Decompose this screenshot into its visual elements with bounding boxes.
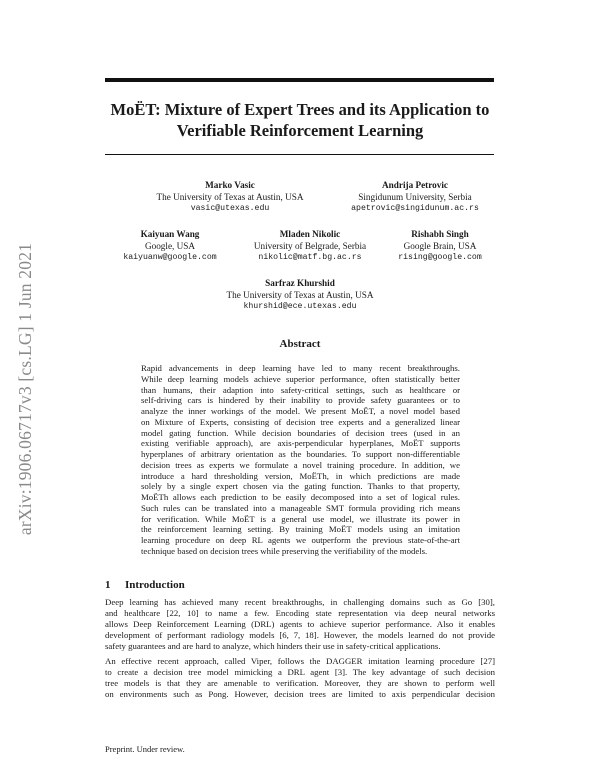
title-line-2: Verifiable Reinforcement Learning xyxy=(176,121,424,140)
abstract-line: than humans, their adaption into safety-critical settings, such as healthcare or xyxy=(141,384,460,395)
intro-paragraph-2 xyxy=(105,656,495,700)
author-email[interactable]: kaiyuanw@google.com xyxy=(123,253,217,263)
abstract-line: While deep learning models achieve superior performance, often statistically better xyxy=(141,373,460,384)
author-affiliation: The University of Texas at Austin, USA xyxy=(156,191,304,202)
author-name: Sarfraz Khurshid xyxy=(265,278,335,288)
author-name: Mladen Nikolic xyxy=(279,229,341,239)
abstract-line: the reinforcement learning setting. By training MoËT models using an imitation xyxy=(141,524,460,535)
author-block xyxy=(100,229,240,264)
abstract-body xyxy=(141,363,460,557)
body-line: Deep learning has achieved many recent breakthroughs, in challenging domains such as Go [30], xyxy=(105,597,495,607)
intro-paragraph-1 xyxy=(105,597,495,652)
abstract-line: analyze the inner workings of the model. We present MoËT, a novel model based xyxy=(141,406,460,416)
author-affiliation: Singidunum University, Serbia xyxy=(358,191,472,202)
title-bottom-rule xyxy=(105,154,494,155)
body-line: allows Deep Reinforcement Learning (DRL) agents to achieve superior performance. Also it enables xyxy=(105,618,495,629)
author-affiliation: Google Brain, USA xyxy=(403,240,477,251)
abstract-line: decision trees as experts we formulate a novel training procedure. In addition, we xyxy=(141,459,460,470)
abstract-line: self-driving cars is hindered by their inability to provide safety guarantees or to xyxy=(141,395,460,406)
author-affiliation: University of Belgrade, Serbia xyxy=(253,240,367,251)
body-line: and healthcare [22, 10] to name a few. Encoding state representation via deep neural networks xyxy=(105,607,495,618)
abstract-line: solely by a single expert chosen via the gating function. Thanks to that property, xyxy=(141,481,460,492)
body-line: on environments such as Pong. However, decision trees are limited to axis perpendicular decision xyxy=(105,688,495,699)
author-block xyxy=(320,180,510,215)
abstract-line: model gating function. While decision boundaries of decision trees (used in an xyxy=(141,427,460,438)
author-affiliation: Google, USA xyxy=(144,240,196,251)
title-line-1: MoËT: Mixture of Expert Trees and its Application to xyxy=(110,100,490,119)
abstract-line: MoËTh allows each prediction to be easily decomposed into a set of logical rules. xyxy=(141,492,460,502)
abstract-line: learning procedure on deep RL agents we outperform the previous state-of-the-art xyxy=(141,535,460,545)
body-line: safety guarantees and are hard to analyze, which hinders their use in safety-critical applications. xyxy=(105,640,441,651)
author-email[interactable]: rising@google.com xyxy=(398,253,482,263)
abstract-line: for verification. While MoËT is a general use model, we illustrate its power in xyxy=(141,513,460,524)
abstract-line: on Mixture of Experts, consisting of decision tree experts and a generalized linear xyxy=(141,416,460,427)
section-heading xyxy=(105,579,185,591)
abstract-line: hyperplanes of arbitrary orientation as the boundaries. To support non-differentiable xyxy=(141,449,460,459)
abstract-heading: Abstract xyxy=(279,338,321,350)
body-line: development of performant radiology models [6, 7, 18]. However, the models learned do not provide xyxy=(105,629,495,640)
author-email[interactable]: apetrovic@singidunum.ac.rs xyxy=(351,204,479,214)
author-name: Rishabh Singh xyxy=(411,229,469,239)
author-email[interactable]: nikolic@matf.bg.ac.rs xyxy=(258,253,362,263)
abstract-line: existing verifiable approach), are axis-perpendicular hyperplanes, MoËT supports xyxy=(141,438,460,449)
page-footer: Preprint. Under review. xyxy=(105,744,185,754)
arxiv-stamp: arXiv:1906.06717v3 [cs.LG] 1 Jun 2021 xyxy=(15,242,35,536)
abstract-line: technique based on decision trees while preserving the verifiability of the models. xyxy=(141,545,428,556)
body-line: to create a decision tree model mimicking a DRL agent [3]. The key advantage of such decision xyxy=(105,666,495,677)
body-line: tree models is that they are amenable to verification. Moreover, they are shown to perform well xyxy=(105,677,495,688)
author-email[interactable]: khurshid@ece.utexas.edu xyxy=(243,302,357,312)
author-block xyxy=(200,278,400,313)
abstract-line: Rapid advancements in deep learning have led to many recent breakthroughs. xyxy=(141,363,460,373)
abstract-line: introduce a hard thresholding version, MoËTh, in which predictions are made xyxy=(141,470,460,481)
paper-title xyxy=(100,99,500,141)
author-name: Andrija Petrovic xyxy=(382,180,448,190)
author-affiliation: The University of Texas at Austin, USA xyxy=(226,289,374,300)
title-top-rule xyxy=(105,78,494,82)
author-name: Marko Vasic xyxy=(205,180,255,190)
author-block xyxy=(230,229,390,264)
body-line: An effective recent approach, called Viper, follows the DAGGER imitation learning procedure [27] xyxy=(105,656,495,666)
author-name: Kaiyuan Wang xyxy=(140,229,200,239)
author-block xyxy=(380,229,500,264)
author-block xyxy=(125,180,335,215)
abstract-line: Such rules can be translated into a manageable SMT formula providing rich means xyxy=(141,502,460,513)
section-title: Introduction xyxy=(125,579,185,591)
author-email[interactable]: vasic@utexas.edu xyxy=(190,204,270,214)
section-number: 1 xyxy=(105,579,111,591)
